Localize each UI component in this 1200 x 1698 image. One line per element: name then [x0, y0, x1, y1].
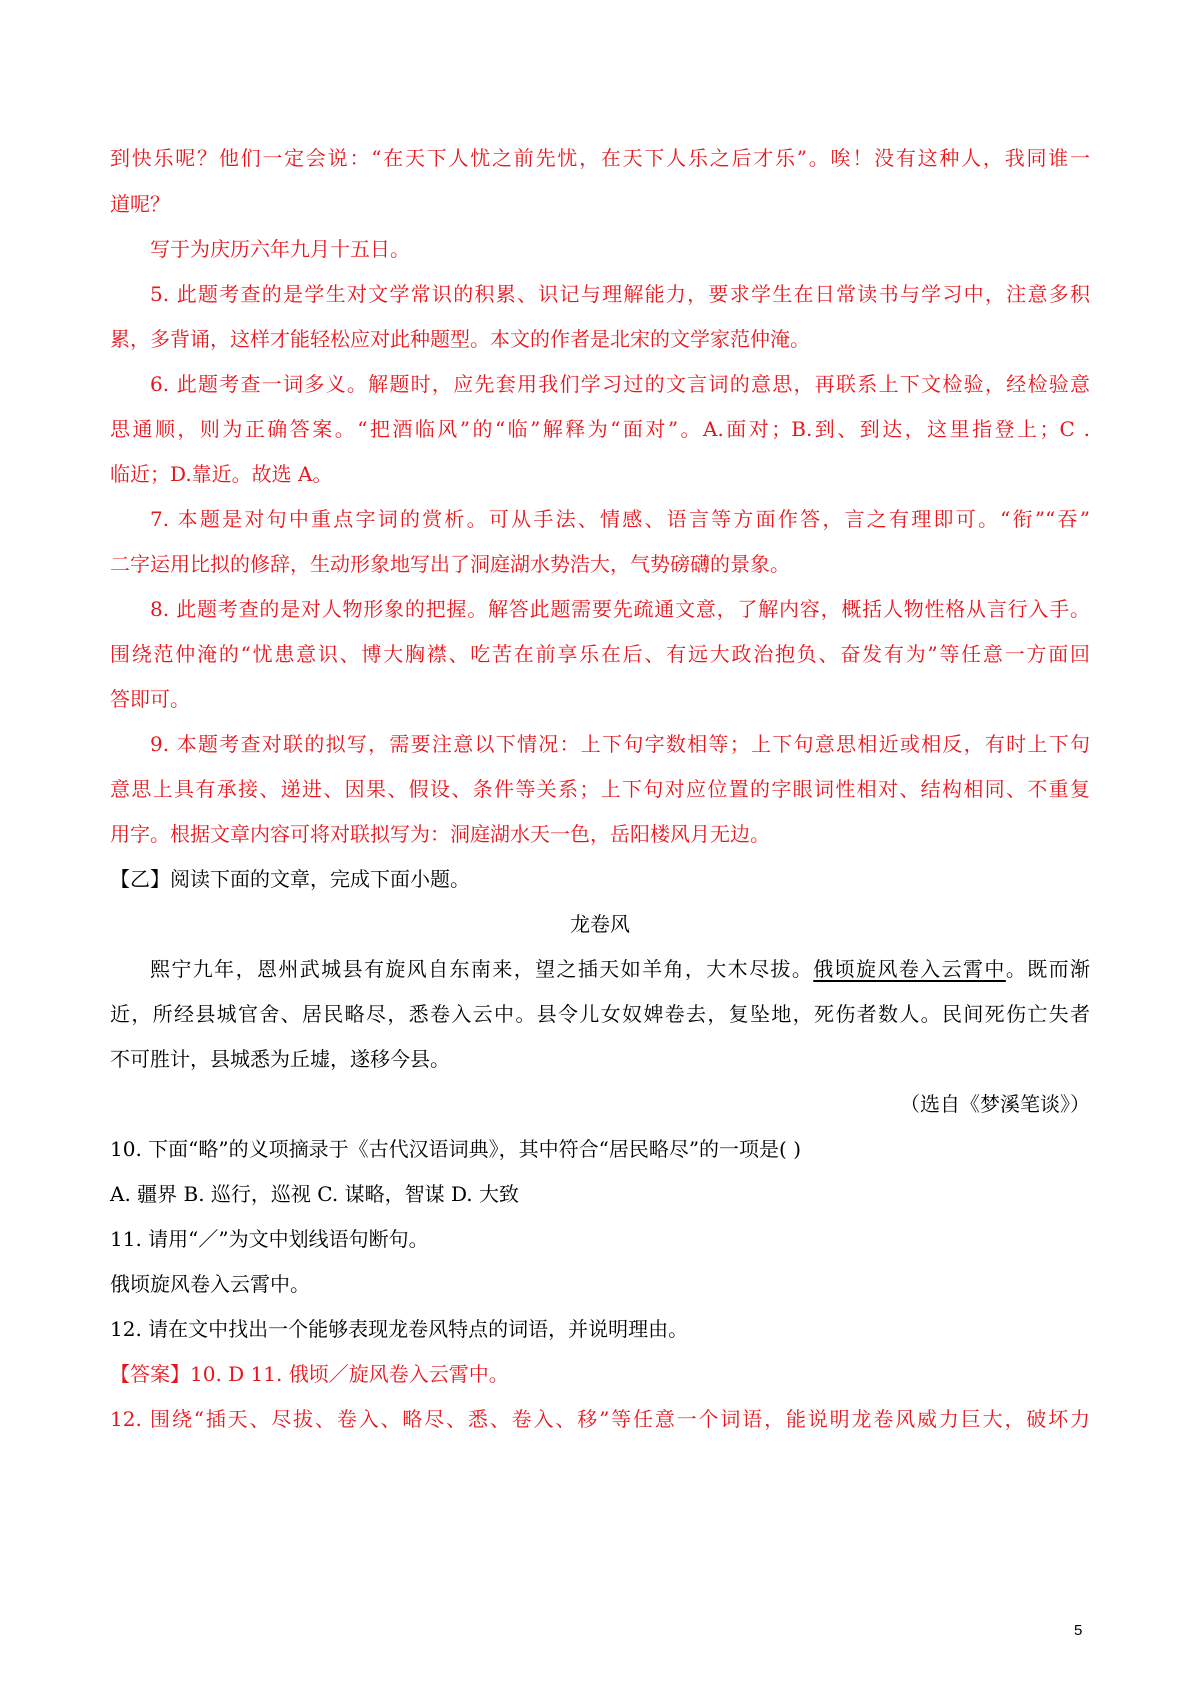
- question-12: 12. 请在文中找出一个能够表现龙卷风特点的词语，并说明理由。: [110, 1317, 689, 1341]
- passage-line: 近，所经县城官舍、居民略尽，悉卷入云中。县令儿女奴婢卷去，复坠地，死伤者数人。民间死伤亡失者: [110, 1002, 1090, 1026]
- answer-8-line: 答即可。: [110, 687, 190, 711]
- answer-6-line: 思通顺，则为正确答案。“把酒临风”的“临”解释为“面对”。A.面对；B.到、到达，这里指登上；C .: [110, 417, 1090, 441]
- answer-5-line: 累，多背诵，这样才能轻松应对此种题型。本文的作者是北宋的文学家范仲淹。: [110, 327, 810, 351]
- answer-5-line: 5. 此题考查的是学生对文学常识的积累、识记与理解能力，要求学生在日常读书与学习中，注意多积: [150, 282, 1090, 306]
- passage-text: 。既而渐: [1005, 957, 1091, 981]
- answer-6-line: 6. 此题考查一词多义。解题时，应先套用我们学习过的文言词的意思，再联系上下文检验，经检验意: [150, 372, 1090, 396]
- answer-text: 10. D 11. 俄顷／旋风卷入云霄中。: [190, 1362, 509, 1386]
- question-11: 11. 请用“／”为文中划线语句断句。: [110, 1227, 429, 1251]
- passage-text: 熙宁九年，恩州武城县有旋风自东南来，望之插天如羊角，大木尽拔。: [150, 957, 814, 981]
- underlined-sentence: 俄顷旋风卷入云霄中: [813, 957, 1006, 981]
- translation-line: 道呢？: [110, 192, 170, 216]
- section-instruction: 【乙】阅读下面的文章，完成下面小题。: [110, 867, 470, 891]
- answer-7-line: 7. 本题是对句中重点字词的赏析。可从手法、情感、语言等方面作答，言之有理即可。“衔”“吞”: [150, 507, 1090, 531]
- answer-line: [110, 1360, 1090, 1388]
- passage-line: [150, 955, 1090, 983]
- answer-8-line: 围绕范仲淹的“忧患意识、博大胸襟、吃苦在前享乐在后、有远大政治抱负、奋发有为”等任意一方面回: [110, 642, 1090, 666]
- answer-9-line: 9. 本题考查对联的拟写，需要注意以下情况：上下句字数相等；上下句意思相近或相反，有时上下句: [150, 732, 1090, 756]
- translation-date: 写于为庆历六年九月十五日。: [150, 237, 410, 261]
- answer-line: 12. 围绕“插天、尽拔、卷入、略尽、悉、卷入、移”等任意一个词语，能说明龙卷风威力巨大，破坏力: [110, 1407, 1090, 1431]
- answer-6-line: 临近；D.靠近。故选 A。: [110, 462, 333, 486]
- passage-source: （选自《梦溪笔谈》）: [900, 1092, 1090, 1116]
- question-10: 10. 下面“略”的义项摘录于《古代汉语词典》，其中符合“居民略尽”的一项是( ): [110, 1137, 802, 1161]
- question-10-options: A. 疆界 B. 巡行，巡视 C. 谋略，智谋 D. 大致: [110, 1182, 519, 1206]
- answer-9-line: 意思上具有承接、递进、因果、假设、条件等关系；上下句对应位置的字眼词性相对、结构相同、不重复: [110, 777, 1090, 801]
- answer-label: 【答案】: [110, 1362, 190, 1386]
- answer-8-line: 8. 此题考查的是对人物形象的把握。解答此题需要先疏通文意，了解内容，概括人物性格从言行入手。: [150, 597, 1090, 621]
- passage-title: 龙卷风: [570, 912, 630, 936]
- answer-7-line: 二字运用比拟的修辞，生动形象地写出了洞庭湖水势浩大，气势磅礴的景象。: [110, 552, 790, 576]
- page-number: 5: [1074, 1622, 1083, 1639]
- translation-line: 到快乐呢？他们一定会说：“在天下人忧之前先忧，在天下人乐之后才乐”。唉！没有这种人，我同谁一: [110, 146, 1090, 170]
- answer-9-line: 用字。根据文章内容可将对联拟写为：洞庭湖水天一色，岳阳楼风月无边。: [110, 822, 770, 846]
- question-11-sentence: 俄顷旋风卷入云霄中。: [110, 1272, 310, 1296]
- passage-line: 不可胜计，县城悉为丘墟，遂移今县。: [110, 1047, 450, 1071]
